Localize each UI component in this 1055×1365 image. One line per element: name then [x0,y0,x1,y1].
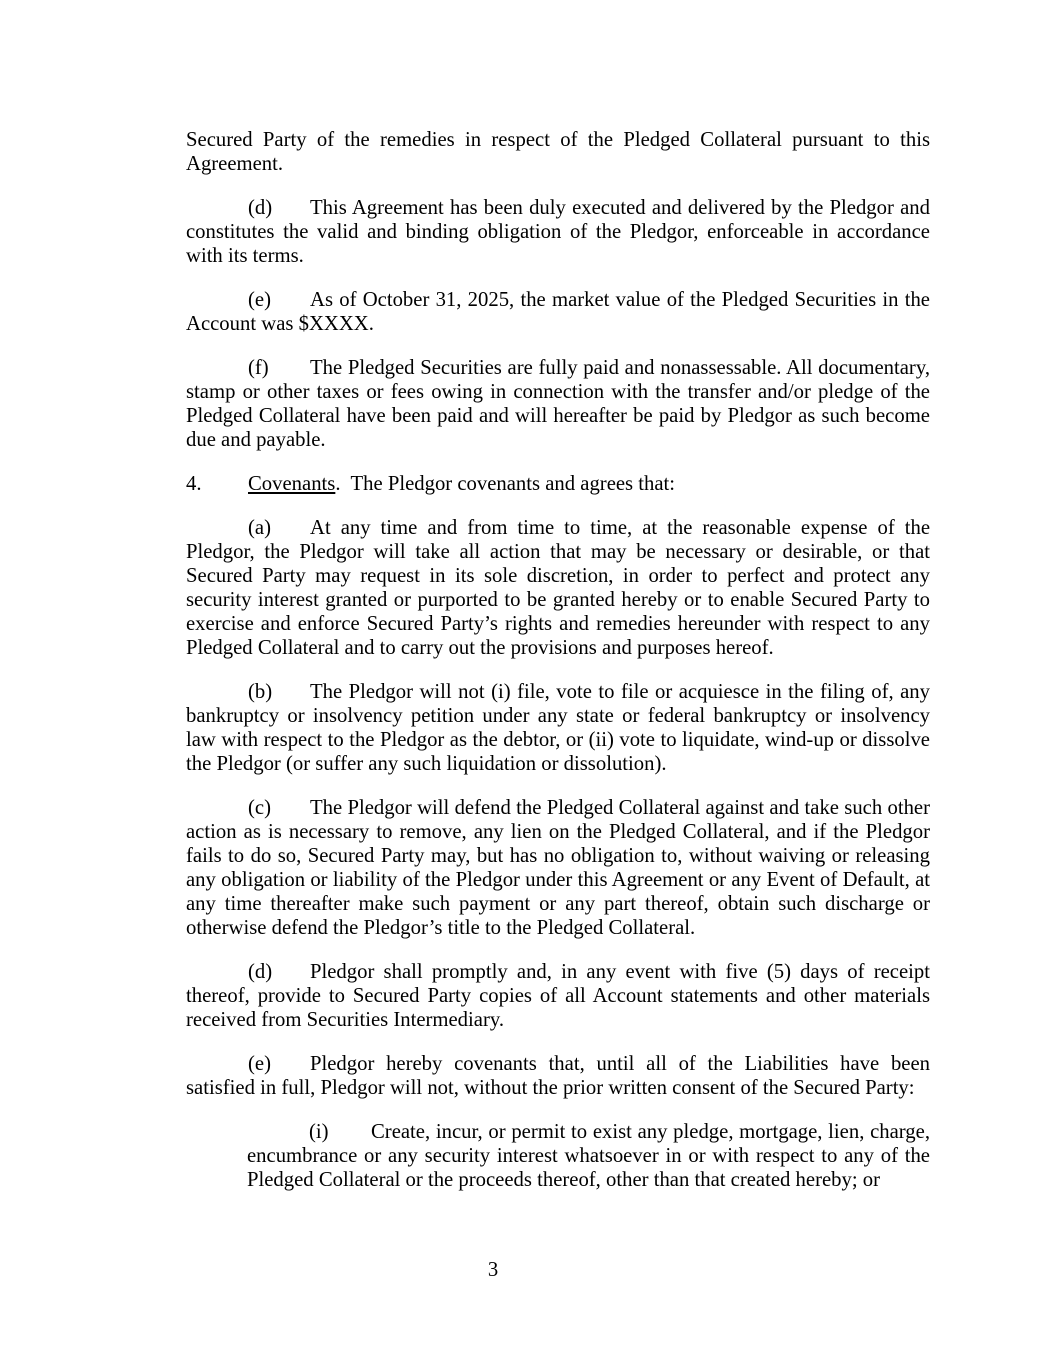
clause-text: The Pledgor will not (i) file, vote to file or acquiesce in the filing of, any bankruptcy or insolvency petition under any state or federal bankruptcy or insolvency law with respect to the Pledgor as the debtor, or (ii) vote to liquidate, wind-up or dissolve the Pledgor (or suffer any such liquidation or dissolution). [186,681,930,775]
clause-label: (d) [248,961,273,983]
clause-4e-i [247,1120,930,1192]
clause-label: (a) [248,517,271,539]
clause-4e [186,1052,930,1100]
paragraph-intro-continuation: Secured Party of the remedies in respect of the Pledged Collateral pursuant to this Agreement. [186,129,930,175]
clause-3d [186,196,930,268]
clause-4c [186,796,930,940]
clause-4d [186,960,930,1032]
clause-text: Pledgor hereby covenants that, until all of the Liabilities have been satisfied in full, Pledgor will not, without the prior written consent of the Secured Party: [186,1053,930,1099]
section-4-heading [186,472,930,496]
clause-label: (i) [309,1121,329,1143]
document-body [186,128,930,1212]
clause-label: (e) [248,1053,271,1075]
clause-3e [186,288,930,336]
section-keyword: Covenants [248,473,336,495]
clause-text: This Agreement has been duly executed and delivered by the Pledgor and constitutes the valid and binding obligation of the Pledgor, enforceable in accordance with its terms. [186,197,930,267]
clause-4b [186,680,930,776]
clause-text: The Pledgor will defend the Pledged Collateral against and take such other action as is necessary to remove, any lien on the Pledged Collateral, and if the Pledgor fails to do so, Secured Party may, but has no obligation to, without waiving or releasing any obligation or liability of the Pledgor under this Agreement or any Event of Default, at any time thereafter make such payment or any part thereof, obtain such discharge or otherwise defend the Pledgor’s title to the Pledged Collateral. [186,797,930,939]
clause-text: As of October 31, 2025, the market value of the Pledged Securities in the Account was $XXXX. [186,289,930,335]
clause-label: (c) [248,797,271,819]
page-number: 3 [487,1259,499,1281]
clause-4a [186,516,930,660]
section-number: 4. [186,473,202,495]
clause-text: The Pledged Securities are fully paid and nonassessable. All documentary, stamp or other taxes or fees owing in connection with the transfer and/or pledge of the Pledged Collateral have been paid and will hereafter be paid by Pledgor as such become due and payable. [186,357,930,451]
clause-label: (e) [248,289,271,311]
clause-text: Pledgor shall promptly and, in any event with five (5) days of receipt thereof, provide to Secured Party copies of all Account statements and other materials received from Securities Intermediary. [186,961,930,1031]
clause-3f [186,356,930,452]
clause-label: (d) [248,197,273,219]
clause-text: Create, incur, or permit to exist any pledge, mortgage, lien, charge, encumbrance or any security interest whatsoever in or with respect to any of the Pledged Collateral or the proceeds thereof, other than that created hereby; or [247,1121,930,1191]
clause-label: (b) [248,681,273,703]
clause-text: At any time and from time to time, at the reasonable expense of the Pledgor, the Pledgor will take all action that may be necessary or desirable, or that Secured Party may request in its sole discretion, in order to perfect and protect any security interest granted or purported to be granted hereby or to enable Secured Party to exercise and enforce Secured Party’s rights and remedies hereunder with respect to any Pledged Collateral and to carry out the provisions and purposes hereof. [186,517,930,659]
section-heading-text: . The Pledgor covenants and agrees that: [335,473,676,495]
clause-label: (f) [248,357,269,379]
